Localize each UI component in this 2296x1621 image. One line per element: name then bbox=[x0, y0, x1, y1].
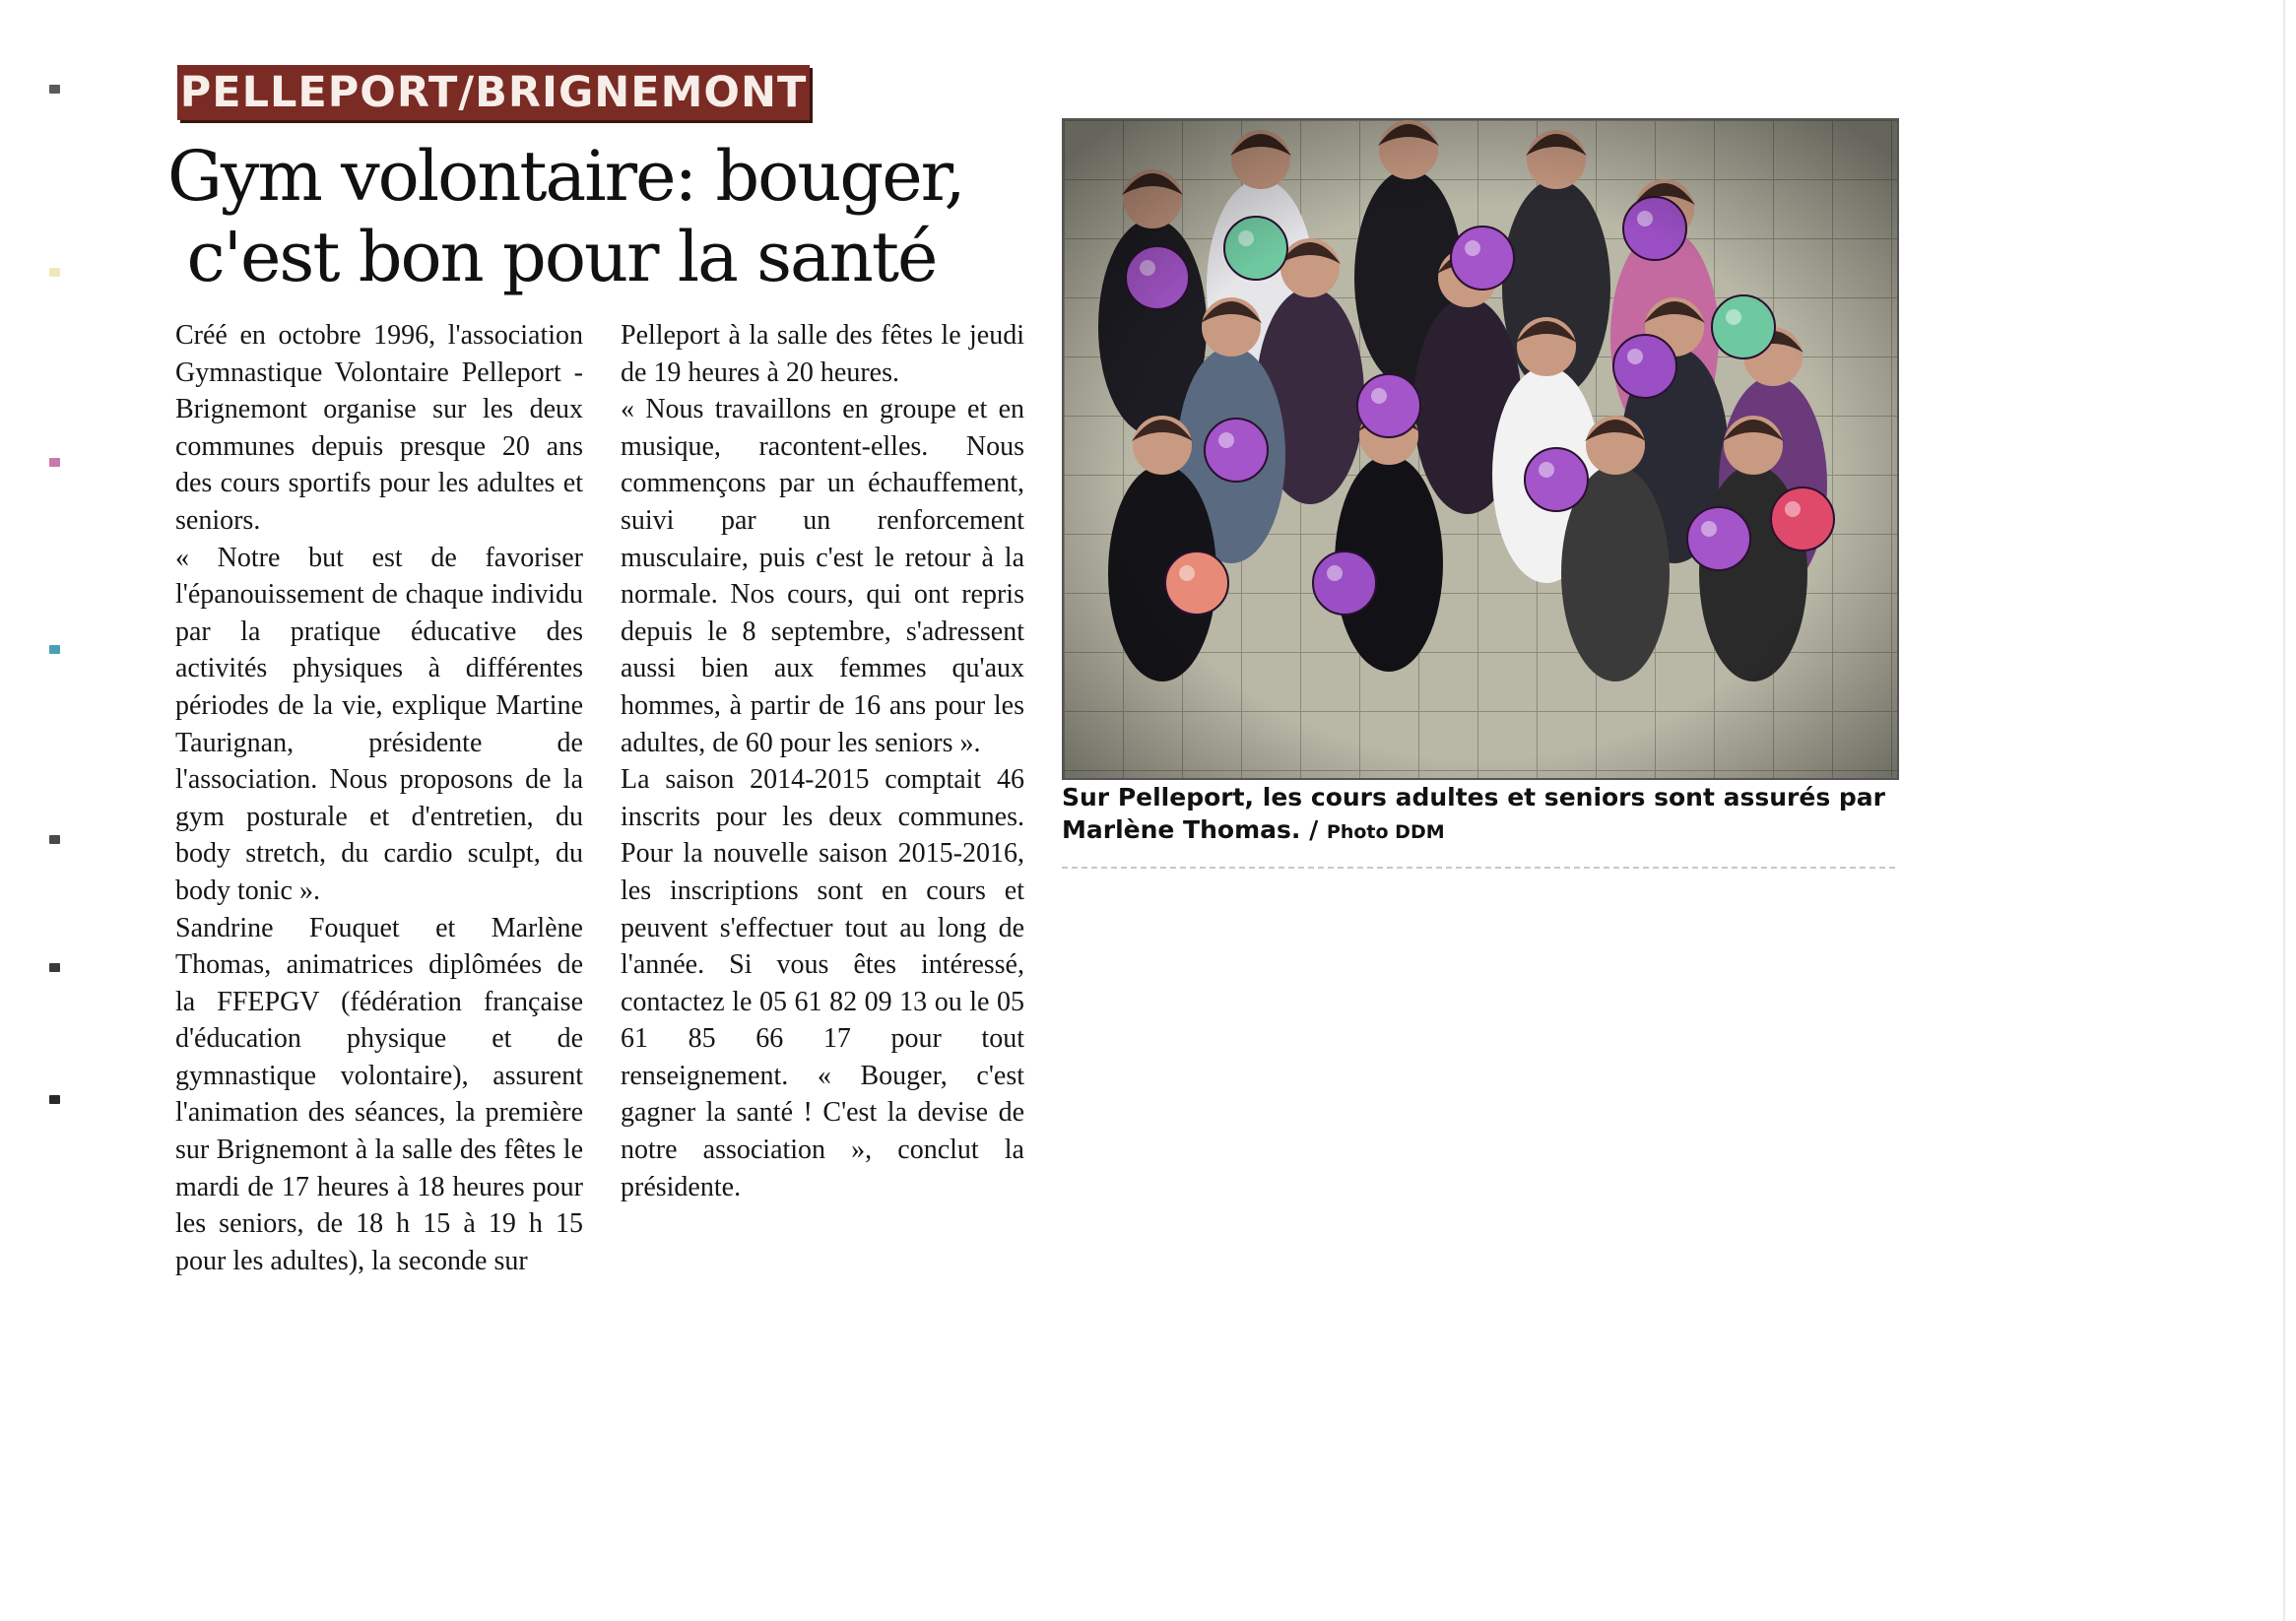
scan-mark bbox=[49, 645, 60, 654]
article-photo bbox=[1062, 118, 1899, 780]
paragraph: « Notre but est de favoriser l'épanouissement de chaque individu par la pratique éducative des activités physiques à différentes périodes de la vie, explique Martine Taurignan, présidente de l'association. Nous proposons de la gym posturale et d'entretien, du body stretch, du cardio sculpt, du body tonic ». bbox=[175, 542, 583, 906]
photo-credit: Photo DDM bbox=[1326, 821, 1445, 843]
kicker-text: PELLEPORT/BRIGNEMONT bbox=[179, 68, 808, 117]
headline-line-1: Gym volontaire: bouger, bbox=[167, 136, 964, 217]
section-kicker bbox=[177, 65, 810, 120]
paragraph: Sandrine Fouquet et Marlène Thomas, animatrices diplômées de la FFEPGV (fédération française d'éducation physique et de gymnastique volontaire), assurent l'animation des séances, la première sur Brignemont à la salle des fêtes le mardi de 17 heures à 18 heures pour les seniors, de 18 h 15 à 19 h 15 pour les adultes), la seconde sur bbox=[175, 912, 583, 1276]
article-column-2 bbox=[621, 317, 1024, 1205]
paragraph: « Nous travaillons en groupe et en musique, racontent-elles. Nous commençons par un échauffement, suivi par un renforcement musculaire, puis c'est le retour à la normale. Nos cours, qui ont repris depuis le 8 septembre, s'adressent aussi bien aux femmes qu'aux hommes, à partir de 16 ans pour les adultes, de 60 pour les seniors ». bbox=[621, 394, 1024, 758]
page-edge bbox=[2283, 0, 2285, 1621]
paragraph: Pelleport à la salle des fêtes le jeudi de 19 heures à 20 heures. bbox=[621, 320, 1024, 388]
paragraph: Créé en octobre 1996, l'association Gymnastique Volontaire Pelleport - Brignemont organise sur les deux communes depuis presque 20 ans des cours sportifs pour les adultes et seniors. bbox=[175, 320, 583, 536]
caption-text: Sur Pelleport, les cours adultes et seniors sont assurés par Marlène Thomas. / bbox=[1062, 783, 1885, 844]
photo-vignette bbox=[1064, 120, 1897, 778]
scan-mark bbox=[49, 85, 60, 94]
article-column-1 bbox=[175, 317, 583, 1279]
photo-caption bbox=[1062, 781, 1895, 849]
scan-mark bbox=[49, 835, 60, 844]
paragraph: La saison 2014-2015 comptait 46 inscrits pour les deux communes. Pour la nouvelle saison 2015-2016, les inscriptions sont en cours et peuvent s'effectuer tout au long de l'année. Si vous êtes intéressé, contactez le 05 61 82 09 13 ou le 05 61 85 66 17 pour tout renseignement. « Bouger, c'est gagner la santé ! C'est la devise de notre association », conclut la présidente. bbox=[621, 764, 1024, 1202]
scan-mark bbox=[49, 268, 60, 277]
scan-mark bbox=[49, 963, 60, 972]
group-photo-illustration bbox=[1064, 120, 1897, 778]
scan-mark bbox=[49, 1095, 60, 1104]
scan-mark bbox=[49, 458, 60, 467]
article-headline bbox=[167, 136, 964, 297]
caption-rule bbox=[1062, 867, 1895, 869]
headline-line-2: c'est bon pour la santé bbox=[186, 217, 937, 297]
